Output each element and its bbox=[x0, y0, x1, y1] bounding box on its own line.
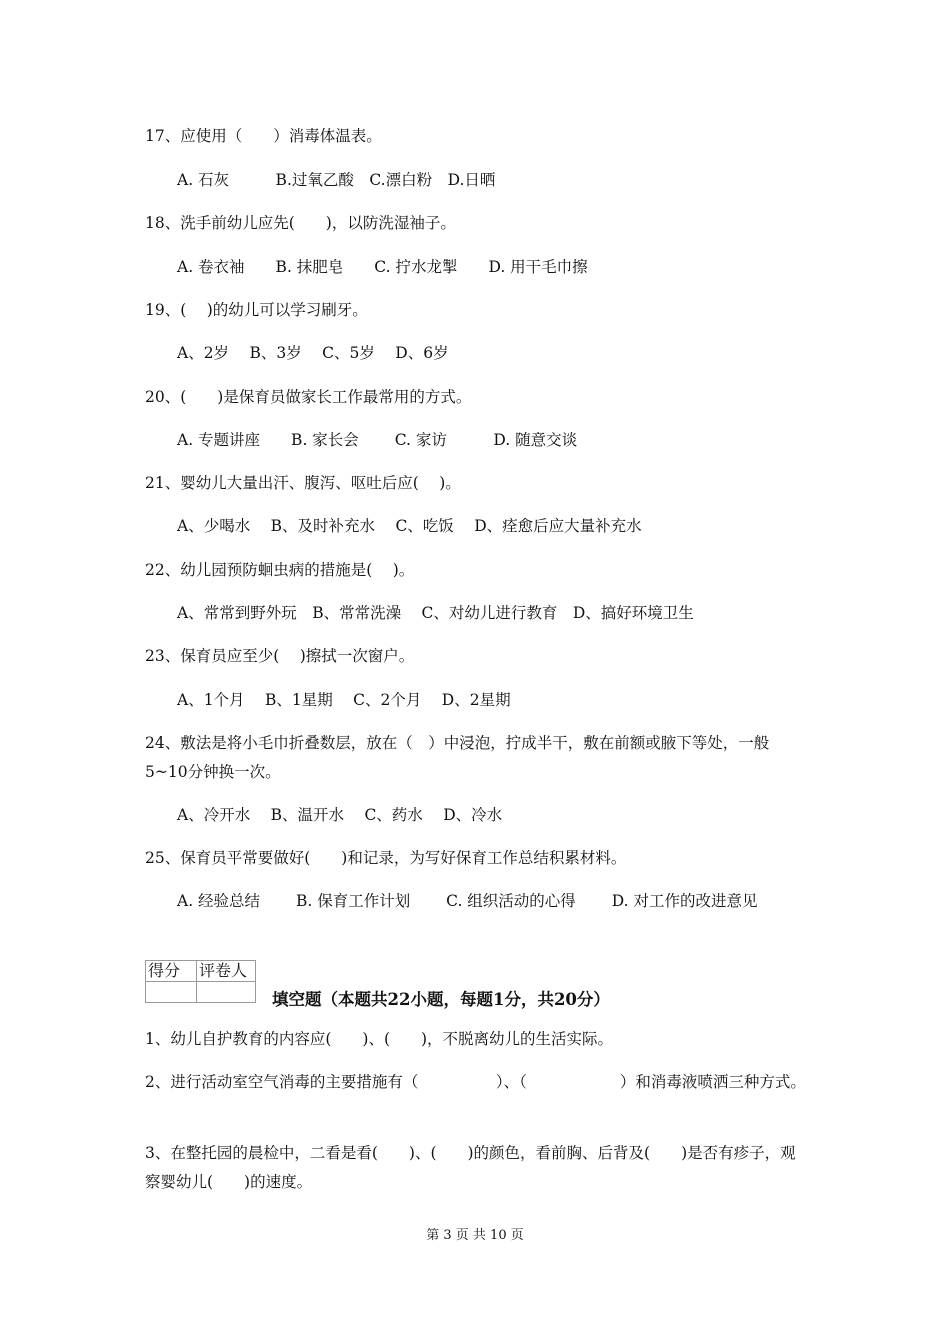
question-20-options: A. 专题讲座 B. 家长会 C. 家访 D. 随意交谈 bbox=[177, 431, 578, 449]
question-24-options: A、冷开水 B、温开水 C、药水 D、冷水 bbox=[177, 806, 503, 824]
question-19-options: A、2岁 B、3岁 C、5岁 D、6岁 bbox=[177, 344, 449, 362]
fill-question-2: 2、进行活动室空气消毒的主要措施有（ ）、（ ）和消毒液喷洒三种方式。 bbox=[145, 1073, 806, 1091]
question-17-options: A. 石灰 B.过氧乙酸 C.漂白粉 D.日晒 bbox=[177, 171, 496, 189]
page-footer: 第 3 页 共 10 页 bbox=[426, 1228, 524, 1243]
question-18: 18、洗手前幼儿应先( )，以防洗湿袖子。 bbox=[145, 214, 456, 232]
question-23: 23、保育员应至少( )擦拭一次窗户。 bbox=[145, 647, 415, 665]
grader-header: 评卷人 bbox=[197, 961, 256, 982]
question-19: 19、( )的幼儿可以学习刷牙。 bbox=[145, 301, 368, 319]
score-header: 得分 bbox=[146, 961, 197, 982]
question-17: 17、应使用（ ）消毒体温表。 bbox=[145, 127, 382, 145]
grader-cell bbox=[197, 982, 256, 1003]
fill-question-3: 3、在整托园的晨检中，二看是看( )、( )的颜色，看前胸、后背及( )是否有疹子，观察婴幼儿( )的速度。 bbox=[145, 1144, 796, 1191]
question-25-options: A. 经验总结 B. 保育工作计划 C. 组织活动的心得 D. 对工作的改进意见 bbox=[177, 892, 758, 910]
section-title: 填空题（本题共22小题，每题1分，共20分） bbox=[272, 990, 610, 1009]
question-23-options: A、1个月 B、1星期 C、2个月 D、2星期 bbox=[177, 691, 511, 709]
question-21-options: A、少喝水 B、及时补充水 C、吃饭 D、痊愈后应大量补充水 bbox=[177, 517, 642, 535]
question-20: 20、( )是保育员做家长工作最常用的方式。 bbox=[145, 388, 472, 406]
question-24: 24、敷法是将小毛巾折叠数层，放在（ ）中浸泡，拧成半干，敷在前额或腋下等处，一般5~10分钟换一次。 bbox=[145, 734, 770, 781]
question-21: 21、婴幼儿大量出汗、腹泻、呕吐后应( )。 bbox=[145, 474, 461, 492]
question-22: 22、幼儿园预防蛔虫病的措施是( )。 bbox=[145, 561, 415, 579]
question-25: 25、保育员平常要做好( )和记录，为写好保育工作总结积累材料。 bbox=[145, 849, 627, 867]
score-table bbox=[145, 960, 256, 1003]
question-22-options: A、常常到野外玩 B、常常洗澡 C、对幼儿进行教育 D、搞好环境卫生 bbox=[177, 604, 694, 622]
fill-question-1: 1、幼儿自护教育的内容应( )、( )，不脱离幼儿的生活实际。 bbox=[145, 1030, 614, 1048]
question-18-options: A. 卷衣袖 B. 抹肥皂 C. 拧水龙掣 D. 用干毛巾擦 bbox=[177, 258, 588, 276]
score-cell bbox=[146, 982, 197, 1003]
